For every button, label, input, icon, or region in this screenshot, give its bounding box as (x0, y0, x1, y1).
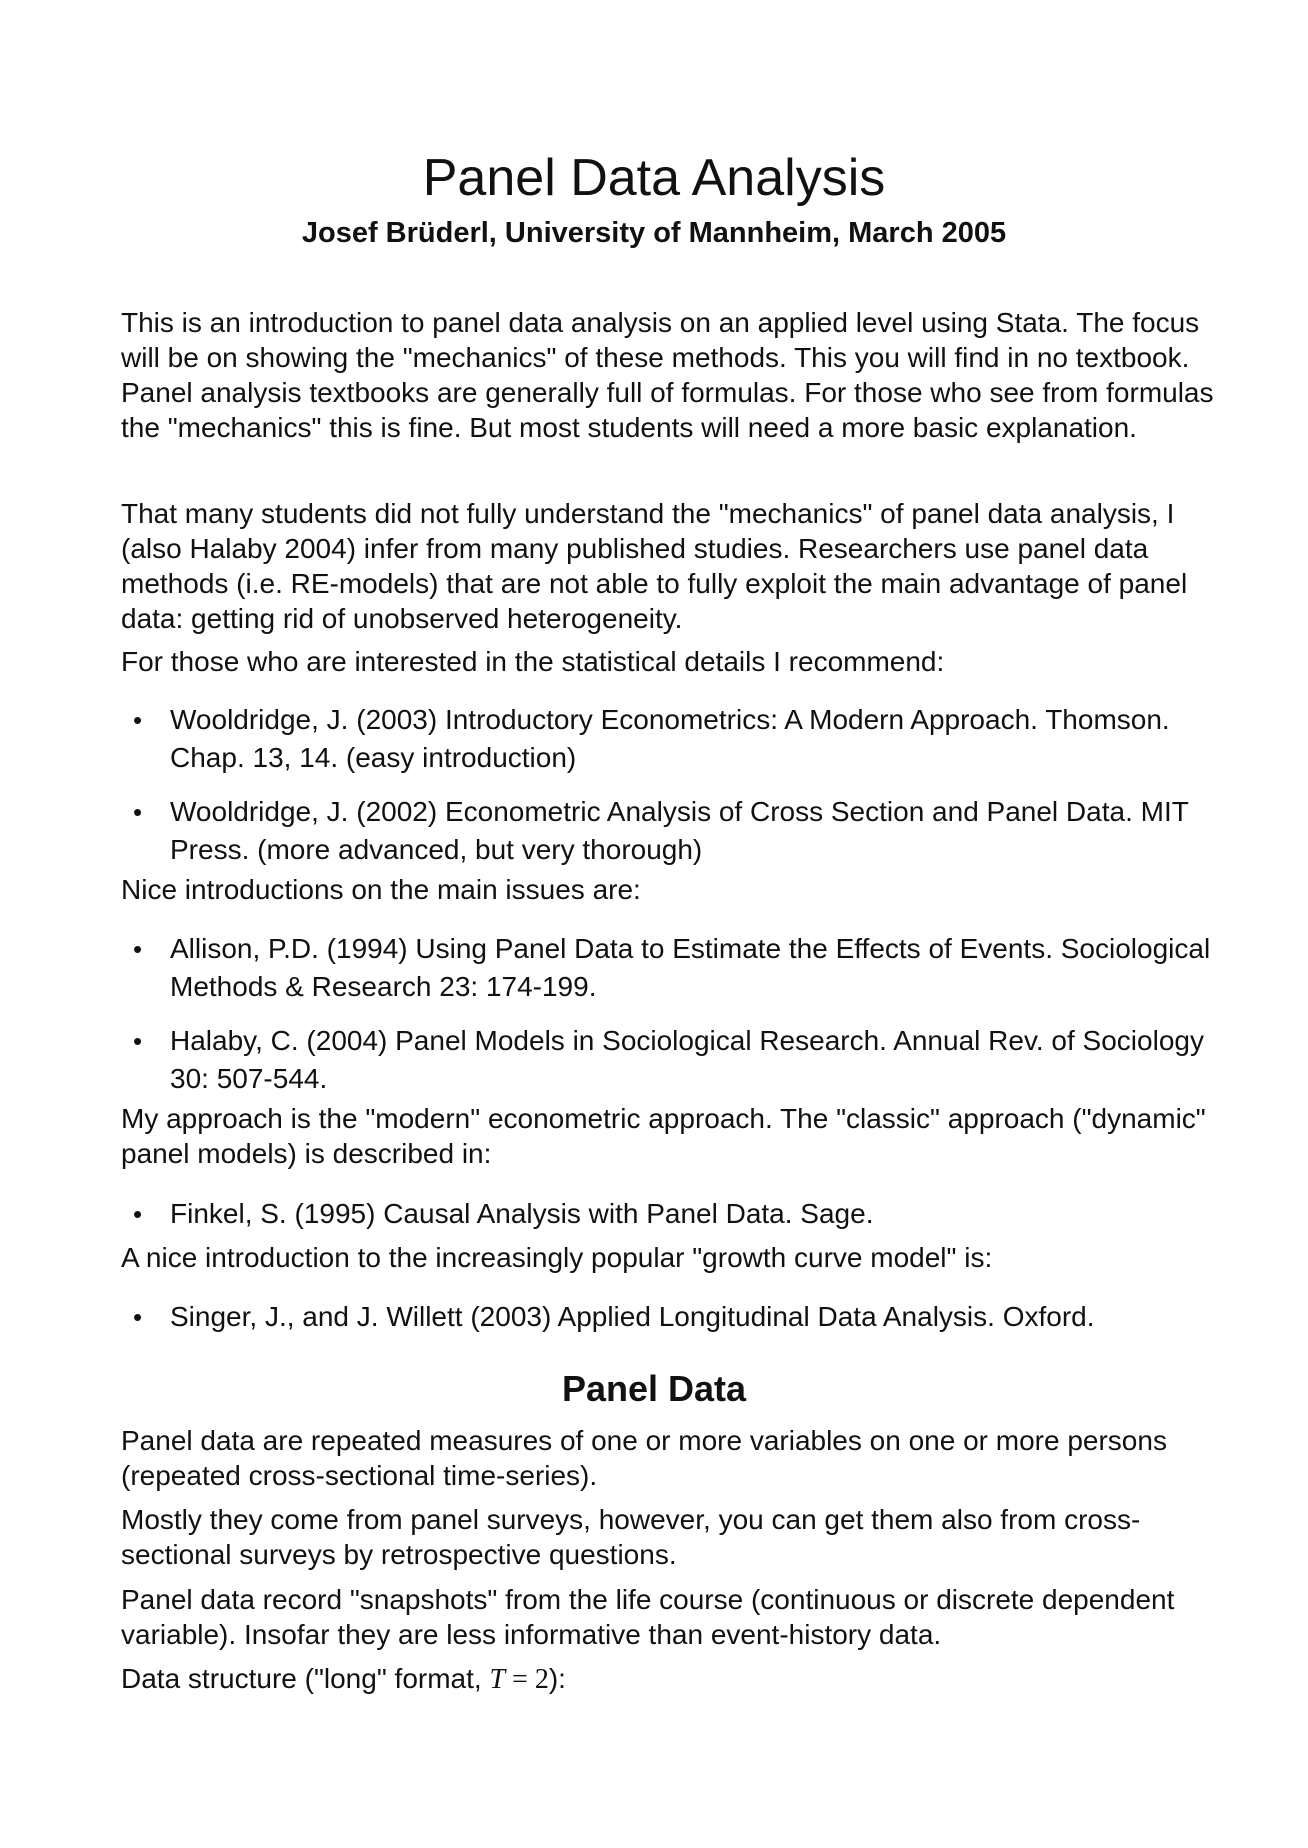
intro-paragraph-1: This is an introduction to panel data analysis on an applied level using Stata. The focus will be on showing the "mechanics" of these methods. This you will find in no textbook. Panel analysis textbooks are generally full of formulas. For those who see from formulas the "mechanics" this is fine. But most students will need a more basic explanation. (121, 307, 1214, 443)
bullet-icon: • (133, 1302, 143, 1332)
section-paragraph-2: Mostly they come from panel surveys, however, you can get them also from cross-sectional surveys by retrospective questions. (121, 1504, 1141, 1570)
reference-item (133, 701, 1233, 777)
bullet-icon: • (133, 705, 143, 735)
intro-paragraph-5: My approach is the "modern" econometric approach. The "classic" approach ("dynamic" panel models) is described in: (121, 1103, 1206, 1169)
author-line: Josef Brüderl, University of Mannheim, March 2005 (301, 217, 1007, 249)
math-equals: = 2 (505, 1664, 549, 1695)
bullet-icon: • (133, 1199, 143, 1229)
reference-text: Allison, P.D. (1994) Using Panel Data to Estimate the Effects of Events. Sociological Methods & Research 23: 174-199. (170, 933, 1211, 1002)
reference-item (133, 1195, 1233, 1233)
reference-item (133, 1298, 1233, 1336)
bullet-icon: • (133, 797, 143, 827)
intro-paragraph-2: That many students did not fully understand the "mechanics" of panel data analysis, I (also Halaby 2004) infer from many published studies. Researchers use panel data methods (i.e. RE-models) that are not able to fully exploit the main advantage of panel data: getting rid of unobserved heterogeneity. (121, 498, 1188, 634)
intro-paragraph-4: Nice introductions on the main issues are: (121, 874, 641, 905)
section-heading: Panel Data (561, 1368, 747, 1409)
intro-paragraph-3: For those who are interested in the statistical details I recommend: (121, 646, 945, 677)
intro-paragraph-6: A nice introduction to the increasingly popular "growth curve model" is: (121, 1242, 993, 1273)
reference-text: Finkel, S. (1995) Causal Analysis with Panel Data. Sage. (170, 1198, 874, 1229)
reference-item (133, 930, 1233, 1006)
data-structure-suffix: ): (548, 1663, 566, 1694)
reference-text: Wooldridge, J. (2003) Introductory Econometrics: A Modern Approach. Thomson. Chap. 13, 14. (easy introduction) (170, 704, 1170, 773)
reference-item (133, 1022, 1233, 1098)
reference-text: Singer, J., and J. Willett (2003) Applied Longitudinal Data Analysis. Oxford. (170, 1301, 1095, 1332)
section-paragraph-3: Panel data record "snapshots" from the life course (continuous or discrete dependent variable). Insofar they are less informative than event-history data. (121, 1584, 1175, 1650)
data-structure-prefix: Data structure ("long" format, (121, 1663, 490, 1694)
math-expression (489, 1664, 548, 1695)
page-title: Panel Data Analysis (422, 149, 886, 207)
bullet-icon: • (133, 1026, 143, 1056)
bullet-icon: • (133, 934, 143, 964)
section-paragraph-1: Panel data are repeated measures of one or more variables on one or more persons (repeated cross-sectional time-series). (121, 1425, 1167, 1491)
math-variable: T (489, 1664, 506, 1695)
section-paragraph-4 (121, 1661, 1241, 1697)
reference-item (133, 793, 1233, 869)
reference-text: Wooldridge, J. (2002) Econometric Analysis of Cross Section and Panel Data. MIT Press. (more advanced, but very thorough) (170, 796, 1189, 865)
reference-text: Halaby, C. (2004) Panel Models in Sociological Research. Annual Rev. of Sociology 30: 507-544. (170, 1025, 1204, 1094)
